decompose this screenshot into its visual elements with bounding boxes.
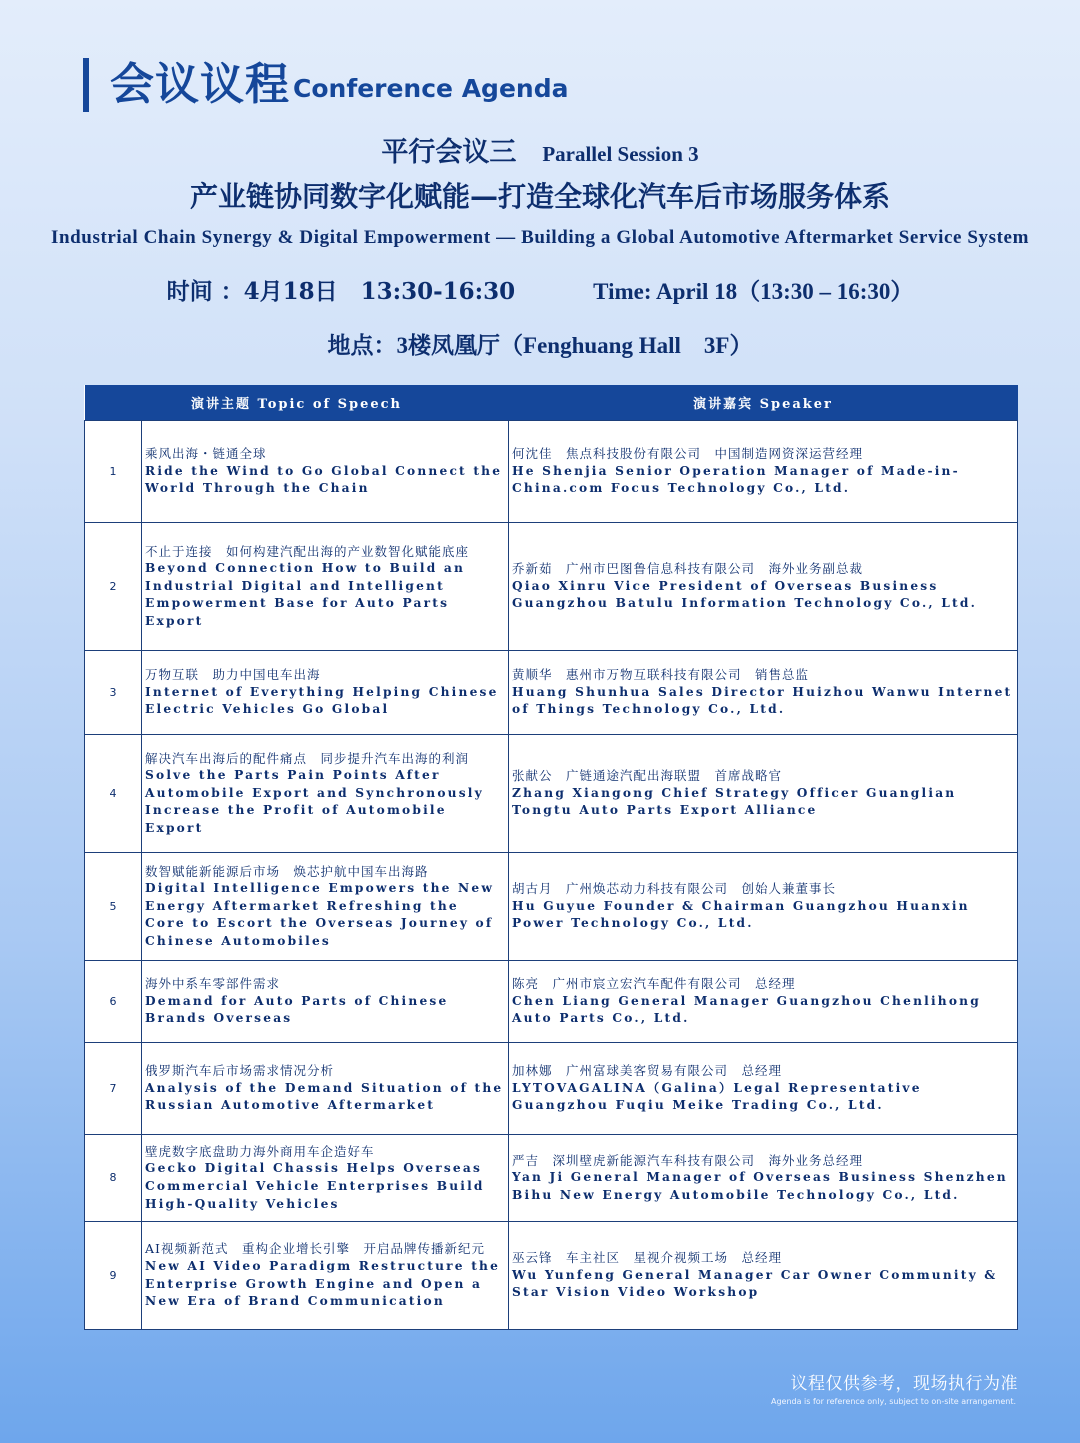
- title-accent-bar: [83, 58, 89, 112]
- row-number: 9: [85, 1222, 142, 1330]
- session-heading: [0, 135, 1080, 172]
- topic-cell: [142, 735, 509, 853]
- speaker-cn: 何沈佳 焦点科技股份有限公司 中国制造网资深运营经理: [512, 446, 864, 462]
- topic-en: Solve the Parts Pain Points After Automobile Export and Synchronously Increase the Profit of Automobile Export: [145, 768, 484, 835]
- column-header-topic: 演讲主题 Topic of Speech: [85, 385, 509, 421]
- topic-cell: [142, 1222, 509, 1330]
- speaker-en: Qiao Xinru Vice President of Overseas Business Guangzhou Batulu Information Technology Co., Ltd.: [512, 578, 978, 611]
- speaker-en: Hu Guyue Founder & Chairman Guangzhou Huanxin Power Technology Co., Ltd.: [512, 898, 970, 931]
- topic-cell: [142, 853, 509, 961]
- speaker-en: Chen Liang General Manager Guangzhou Chenlihong Auto Parts Co., Ltd.: [512, 993, 981, 1026]
- table-row: [85, 1043, 1018, 1135]
- table-row: [85, 1222, 1018, 1330]
- speaker-cell: [509, 735, 1018, 853]
- topic-en: Internet of Everything Helping Chinese Electric Vehicles Go Global: [145, 684, 499, 717]
- row-number: 6: [85, 961, 142, 1043]
- row-number: 1: [85, 421, 142, 523]
- speaker-cn: 黄顺华 惠州市万物互联科技有限公司 销售总监: [512, 667, 810, 683]
- session-time-cn: 时间 ：4月18日 13:30-16:30: [166, 278, 516, 305]
- speaker-cn: 乔新茹 广州市巴图鲁信息科技有限公司 海外业务副总裁: [512, 561, 864, 577]
- session-label-cn: 平行会议三: [381, 137, 517, 168]
- topic-cn: 解决汽车出海后的配件痛点 同步提升汽车出海的利润: [145, 750, 470, 766]
- table-header-row: [85, 385, 1018, 421]
- agenda-table: [84, 385, 1018, 1330]
- topic-cn: 数智赋能新能源后市场 焕芯护航中国车出海路: [145, 863, 429, 879]
- row-number: 2: [85, 523, 142, 651]
- column-header-speaker: 演讲嘉宾 Speaker: [509, 385, 1018, 421]
- table-row: [85, 853, 1018, 961]
- topic-cn: 不止于连接 如何构建汽配出海的产业数智化赋能底座: [145, 543, 470, 559]
- topic-cn: 万物互联 助力中国电车出海: [145, 667, 321, 683]
- session-theme-en: Industrial Chain Synergy & Digital Empowerment — Building a Global Automotive Aftermarket Service System: [50, 227, 1030, 248]
- speaker-en: LYTOVAGALINA（Galina）Legal Representative Guangzhou Fuqiu Meike Trading Co., Ltd.: [512, 1080, 922, 1113]
- row-number: 3: [85, 651, 142, 735]
- speaker-cn: 巫云锋 车主社区 星视介视频工场 总经理: [512, 1250, 783, 1266]
- table-row: [85, 735, 1018, 853]
- footer-note-en: Agenda is for reference only, subject to on-site arrangement.: [770, 1397, 1016, 1406]
- speaker-cell: [509, 651, 1018, 735]
- speaker-en: He Shenjia Senior Operation Manager of Made-in-China.com Focus Technology Co., Ltd.: [512, 463, 960, 496]
- speaker-cell: [509, 523, 1018, 651]
- page-title-en: Conference Agenda: [293, 74, 569, 103]
- row-number: 4: [85, 735, 142, 853]
- speaker-cn: 严吉 深圳壁虎新能源汽车科技有限公司 海外业务总经理: [512, 1152, 864, 1168]
- topic-en: Analysis of the Demand Situation of the Russian Automotive Aftermarket: [145, 1080, 504, 1113]
- topic-cell: [142, 421, 509, 523]
- speaker-cell: [509, 421, 1018, 523]
- table-row: [85, 421, 1018, 523]
- topic-en: Demand for Auto Parts of Chinese Brands Overseas: [145, 993, 449, 1026]
- table-row: [85, 961, 1018, 1043]
- speaker-cn: 胡古月 广州焕芯动力科技有限公司 创始人兼董事长: [512, 881, 837, 897]
- page-title-cn: 会议议程: [110, 59, 290, 110]
- speaker-en: Huang Shunhua Sales Director Huizhou Wanwu Internet of Things Technology Co., Ltd.: [512, 684, 1013, 717]
- topic-en: Beyond Connection How to Build an Industrial Digital and Intelligent Empowerment Base for Auto Parts Export: [145, 561, 466, 628]
- speaker-cn: 张献公 广链通途汽配出海联盟 首席战略官: [512, 768, 783, 784]
- topic-en: Gecko Digital Chassis Helps Overseas Commercial Vehicle Enterprises Build High-Quality Vehicles: [145, 1161, 485, 1211]
- topic-en: New AI Video Paradigm Restructure the Enterprise Growth Engine and Open a New Era of Brand Communication: [145, 1258, 501, 1309]
- topic-cell: [142, 523, 509, 651]
- topic-cell: [142, 1135, 509, 1222]
- session-time: [0, 276, 1080, 308]
- topic-cn: AI视频新范式 重构企业增长引擎 开启品牌传播新纪元: [145, 1241, 485, 1257]
- row-number: 8: [85, 1135, 142, 1222]
- table-row: [85, 523, 1018, 651]
- session-time-en: Time: April 18（13:30 – 16:30）: [593, 279, 914, 304]
- speaker-cell: [509, 961, 1018, 1043]
- session-label-en: Parallel Session 3: [542, 142, 699, 166]
- footer-note-cn: 议程仅供参考，现场执行为准: [790, 1374, 1018, 1394]
- speaker-cell: [509, 853, 1018, 961]
- topic-cn: 俄罗斯汽车后市场需求情况分析: [145, 1063, 335, 1079]
- topic-cn: 乘风出海・链通全球: [145, 446, 267, 462]
- speaker-en: Wu Yunfeng General Manager Car Owner Community & Star Vision Video Workshop: [512, 1267, 998, 1300]
- speaker-cn: 陈亮 广州市宸立宏汽车配件有限公司 总经理: [512, 976, 796, 992]
- session-venue: 地点：3楼凤凰厅（Fenghuang Hall 3F）: [327, 333, 753, 358]
- speaker-cell: [509, 1135, 1018, 1222]
- row-number: 5: [85, 853, 142, 961]
- speaker-cell: [509, 1043, 1018, 1135]
- topic-cn: 壁虎数字底盘助力海外商用车企造好车: [145, 1143, 375, 1159]
- speaker-en: Yan Ji General Manager of Overseas Business Shenzhen Bihu New Energy Automobile Technology Co., Ltd.: [512, 1170, 1008, 1202]
- speaker-cell: [509, 1222, 1018, 1330]
- topic-cn: 海外中系车零部件需求: [145, 976, 281, 992]
- table-row: [85, 1135, 1018, 1222]
- topic-en: Digital Intelligence Empowers the New Energy Aftermarket Refreshing the Core to Escort the Overseas Journey of Chinese Automobiles: [145, 881, 495, 948]
- row-number: 7: [85, 1043, 142, 1135]
- session-theme-cn: 产业链协同数字化赋能—打造全球化汽车后市场服务体系: [189, 180, 890, 213]
- topic-cell: [142, 961, 509, 1043]
- topic-cell: [142, 651, 509, 735]
- speaker-cn: 加林娜 广州富球美客贸易有限公司 总经理: [512, 1063, 783, 1079]
- table-row: [85, 651, 1018, 735]
- speaker-en: Zhang Xiangong Chief Strategy Officer Guanglian Tongtu Auto Parts Export Alliance: [512, 785, 957, 818]
- topic-en: Ride the Wind to Go Global Connect the World Through the Chain: [145, 463, 503, 496]
- topic-cell: [142, 1043, 509, 1135]
